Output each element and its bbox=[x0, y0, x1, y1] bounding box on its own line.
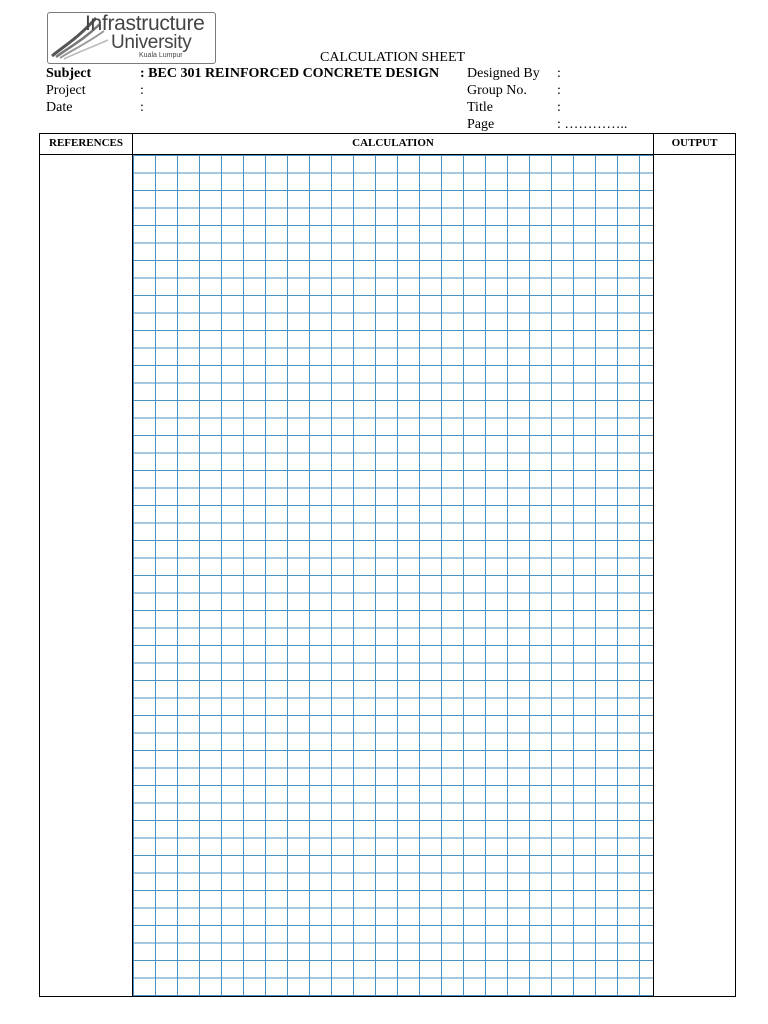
calculation-column-header: CALCULATION bbox=[352, 137, 434, 149]
designed-by-value: : bbox=[557, 66, 561, 81]
page-label: Page bbox=[467, 117, 495, 132]
date-label: Date bbox=[46, 100, 73, 115]
references-area[interactable] bbox=[40, 155, 132, 996]
designed-by-label: Designed By bbox=[467, 66, 540, 81]
subject-value: : BEC 301 REINFORCED CONCRETE DESIGN bbox=[140, 66, 440, 81]
logo-text-location: Kuala Lumpur bbox=[139, 52, 183, 59]
title-label: Title bbox=[467, 100, 493, 115]
page-value: : ………….. bbox=[557, 117, 628, 132]
references-column-header: REFERENCES bbox=[49, 137, 123, 149]
date-value: : bbox=[140, 100, 144, 115]
group-no-label: Group No. bbox=[467, 83, 527, 98]
output-column-header: OUTPUT bbox=[671, 137, 718, 149]
project-label: Project bbox=[46, 83, 86, 98]
logo-text-infrastructure: Infrastructure bbox=[85, 12, 205, 35]
subject-label: Subject bbox=[46, 66, 92, 81]
title-value: : bbox=[557, 100, 561, 115]
logo-text-university: University bbox=[111, 32, 192, 53]
output-area[interactable] bbox=[654, 155, 735, 996]
group-no-value: : bbox=[557, 83, 561, 98]
project-value: : bbox=[140, 83, 144, 98]
sheet-title: CALCULATION SHEET bbox=[320, 50, 466, 65]
calculation-grid[interactable] bbox=[133, 155, 653, 996]
